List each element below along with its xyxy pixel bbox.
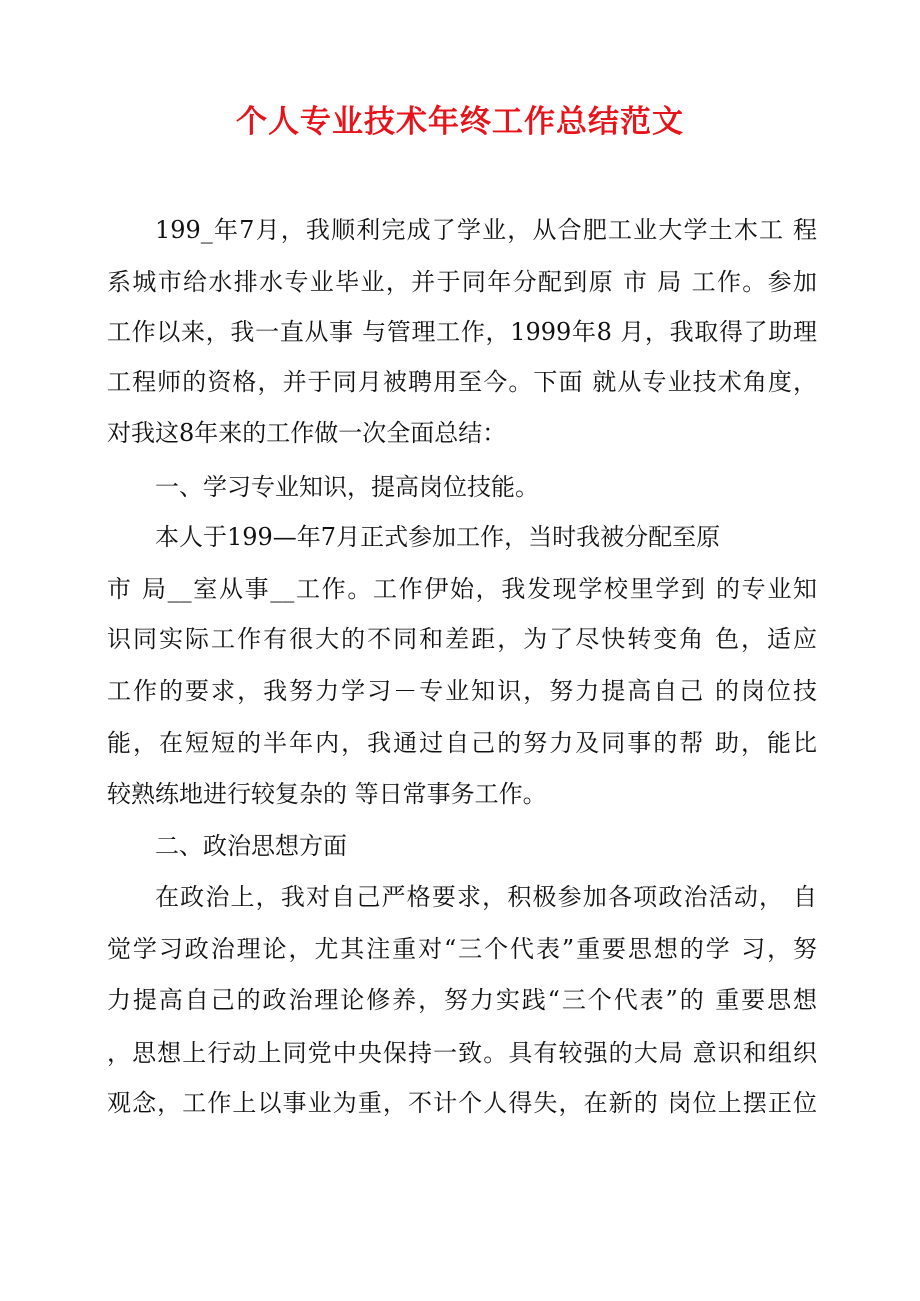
paragraph-line: 在政治上，我对自己严格要求，积极参加各项政治活动， 自 bbox=[155, 883, 817, 911]
paragraph-line: 市 局__室从事__工作。工作伊始，我发现学校里学到 的专业知 bbox=[107, 575, 817, 603]
paragraph-line: 对我这8年来的工作做一次全面总结： bbox=[107, 419, 507, 447]
paragraph-line: 199_年7月，我顺利完成了学业，从合肥工业大学土木工 程 bbox=[155, 216, 817, 244]
paragraph-line: ，思想上行动上同党中央保持一致。具有较强的大局 意识和组织 bbox=[107, 1039, 817, 1067]
paragraph-line: 能，在短短的半年内，我通过自己的努力及同事的帮 助，能比 bbox=[107, 729, 817, 757]
paragraph-line: 较熟练地进行较复杂的 等日常事务工作。 bbox=[107, 780, 547, 808]
paragraph-line: 力提高自己的政治理论修养，努力实践“三个代表”的 重要思想 bbox=[107, 986, 817, 1014]
section-heading: 二、政治思想方面 bbox=[155, 832, 347, 860]
paragraph-line: 观念，工作上以事业为重，不计个人得失，在新的 岗位上摆正位 bbox=[107, 1089, 817, 1117]
paragraph-line: 工作的要求，我努力学习－专业知识，努力提高自己 的岗位技 bbox=[107, 677, 817, 705]
paragraph-line: 本人于199—年7月正式参加工作，当时我被分配至原 bbox=[155, 523, 721, 551]
section-heading: 一、学习专业知识，提高岗位技能。 bbox=[155, 473, 539, 501]
paragraph-line: 觉学习政治理论，尤其注重对“三个代表”重要思想的学 习，努 bbox=[107, 935, 817, 963]
paragraph-line: 工程师的资格，并于同月被聘用至今。下面 就从专业技术角度， bbox=[107, 368, 817, 396]
paragraph-line: 工作以来，我一直从事 与管理工作，1999年8 月，我取得了助理 bbox=[107, 318, 817, 346]
paragraph-line: 系城市给水排水专业毕业，并于同年分配到原 市 局 工作。参加 bbox=[107, 268, 817, 296]
document-title: 个人专业技术年终工作总结范文 bbox=[236, 104, 684, 140]
paragraph-line: 识同实际工作有很大的不同和差距，为了尽快转变角 色，适应 bbox=[107, 625, 817, 653]
